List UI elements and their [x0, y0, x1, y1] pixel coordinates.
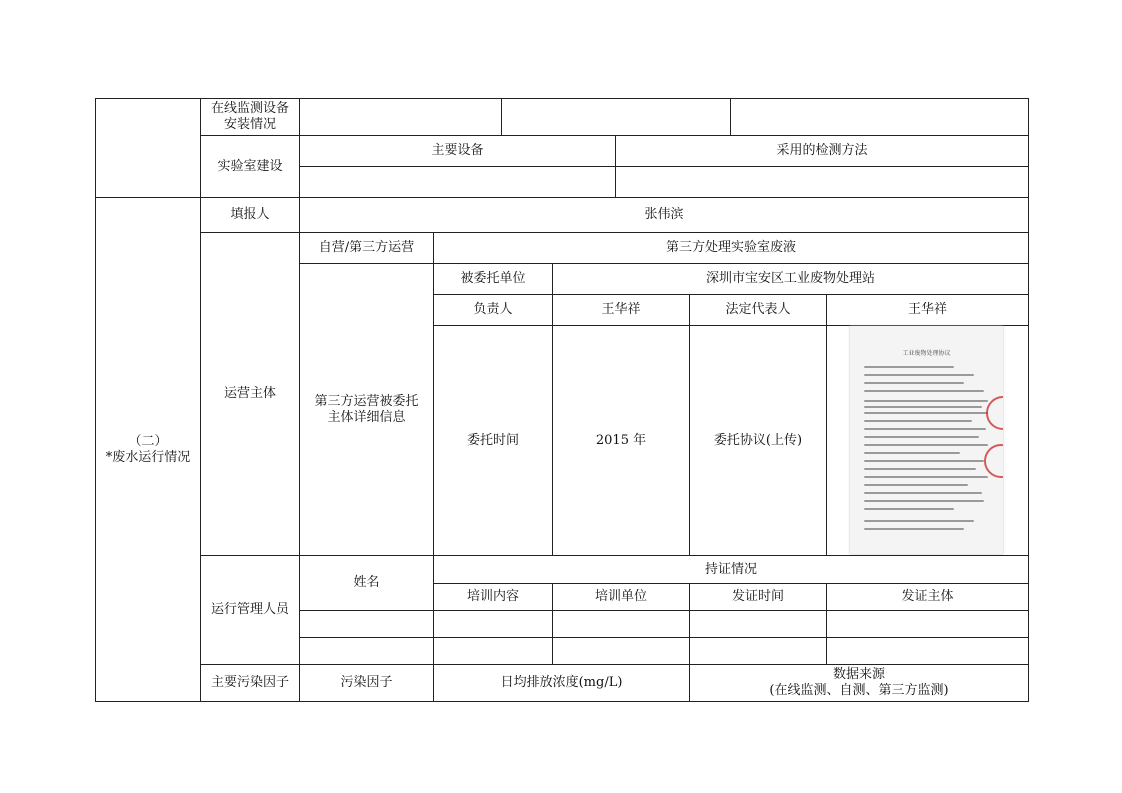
manager-row-2-issuing-body[interactable] [826, 637, 1029, 665]
section2-number: （二） [128, 433, 168, 449]
operation-mode-label: 自营/第三方运营 [299, 232, 434, 264]
main-equipment-header: 主要设备 [299, 135, 616, 167]
manager-row-1-training-unit[interactable] [552, 610, 690, 638]
responsible-person-label: 负责人 [433, 294, 553, 326]
red-seal-icon [986, 396, 1003, 430]
manager-row-1-name[interactable] [299, 610, 434, 638]
legal-representative-label: 法定代表人 [689, 294, 827, 326]
issuing-body-header: 发证主体 [826, 583, 1029, 611]
responsible-person-value[interactable]: 王华祥 [552, 294, 690, 326]
agreement-document-title: 工业废物处理协议 [902, 350, 951, 357]
entrusted-unit-label: 被委托单位 [433, 263, 553, 295]
manager-row-1-training-content[interactable] [433, 610, 553, 638]
online-monitoring-label [200, 98, 300, 136]
lab-construction-label: 实验室建设 [200, 135, 300, 198]
section1-left-cell [95, 98, 201, 198]
manager-row-2-issue-date[interactable] [689, 637, 827, 665]
legal-representative-value[interactable]: 王华祥 [826, 294, 1029, 326]
reporter-value[interactable]: 张伟滨 [299, 197, 1029, 233]
third-party-detail-text: 第三方运营被委托主体详细信息 [314, 393, 419, 425]
red-seal-icon-2 [984, 444, 1003, 478]
data-source-title: 数据来源 [832, 667, 885, 682]
certification-header: 持证情况 [433, 555, 1029, 584]
issue-date-header: 发证时间 [689, 583, 827, 611]
entrusted-unit-value[interactable]: 深圳市宝安区工业废物处理站 [552, 263, 1029, 295]
entrust-time-label: 委托时间 [433, 325, 553, 556]
daily-concentration-header: 日均排放浓度(mg/L) [433, 664, 690, 702]
operation-mode-value[interactable]: 第三方处理实验室废液 [433, 232, 1029, 264]
online-monitoring-cell-1[interactable] [299, 98, 502, 136]
training-unit-header: 培训单位 [552, 583, 690, 611]
pollutant-factor-header: 污染因子 [299, 664, 434, 702]
online-monitoring-cell-3[interactable] [730, 98, 1029, 136]
operator-label: 运营主体 [200, 232, 300, 556]
manager-name-header: 姓名 [299, 555, 434, 611]
detection-method-header: 采用的检测方法 [615, 135, 1029, 167]
data-source-options: (在线监测、自测、第三方监测) [769, 683, 949, 698]
data-source-header [689, 664, 1029, 702]
entrust-time-value[interactable]: 2015 年 [552, 325, 690, 556]
detection-method-value[interactable] [615, 166, 1029, 198]
training-content-header: 培训内容 [433, 583, 553, 611]
online-monitoring-cell-2[interactable] [501, 98, 731, 136]
main-equipment-value[interactable] [299, 166, 616, 198]
manager-row-1-issuing-body[interactable] [826, 610, 1029, 638]
online-monitoring-label-text: 在线监测设备安装情况 [210, 101, 289, 132]
third-party-detail-label [299, 263, 434, 556]
manager-row-2-training-content[interactable] [433, 637, 553, 665]
agreement-label: 委托协议(上传) [689, 325, 827, 556]
agreement-document-thumbnail[interactable] [850, 326, 1003, 554]
managers-label: 运行管理人员 [200, 555, 300, 665]
manager-row-2-name[interactable] [299, 637, 434, 665]
section2-title: *废水运行情况 [105, 449, 191, 465]
reporter-label: 填报人 [200, 197, 300, 233]
pollutants-label: 主要污染因子 [200, 664, 300, 702]
manager-row-1-issue-date[interactable] [689, 610, 827, 638]
manager-row-2-training-unit[interactable] [552, 637, 690, 665]
section2-label [95, 197, 201, 702]
